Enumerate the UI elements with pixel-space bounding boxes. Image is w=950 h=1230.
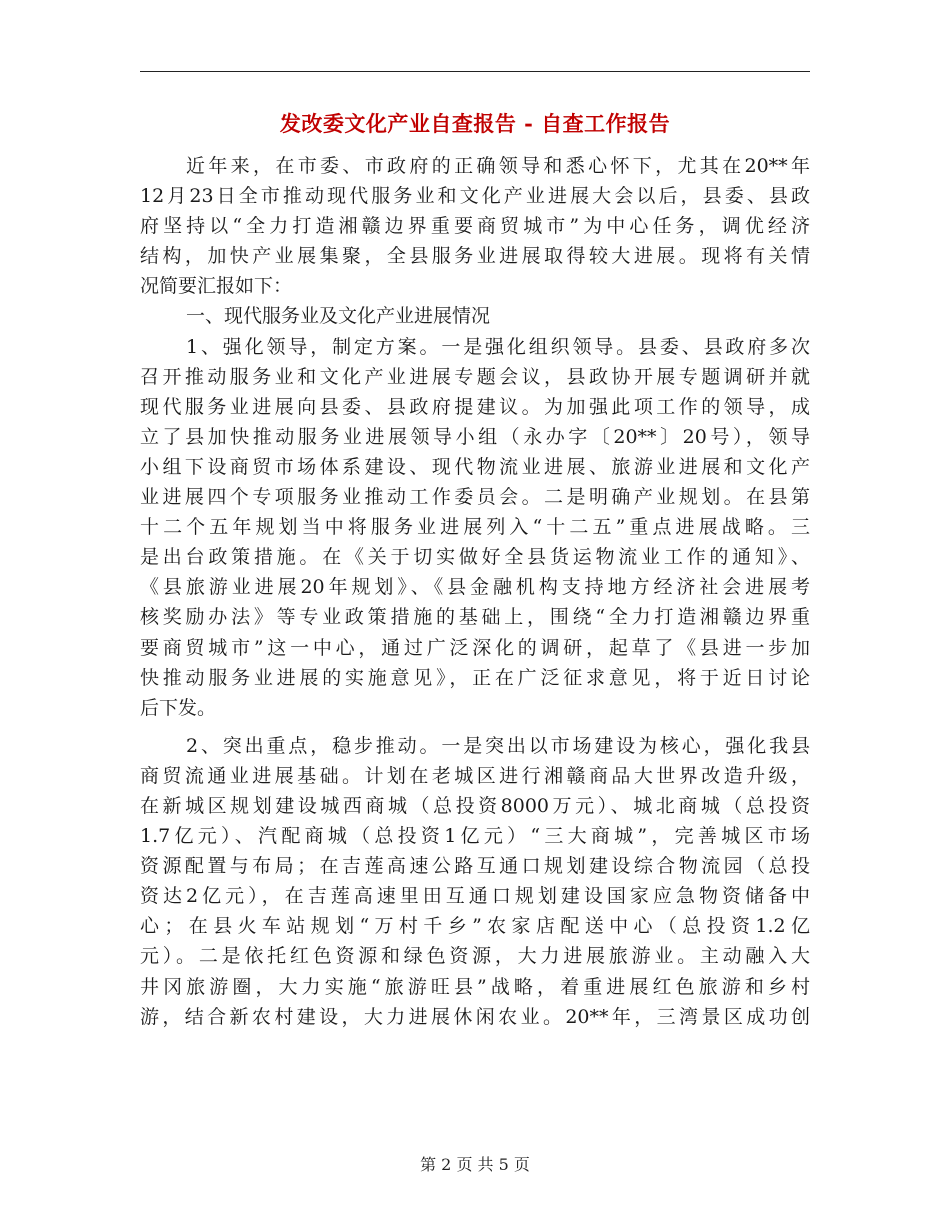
body-line: 《县旅游业进展20年规划》、《县金融机构支持地方经济社会进展考 <box>140 576 810 599</box>
body-line: 况简要汇报如下： <box>140 275 293 298</box>
body-line: 2、突出重点，稳步推动。一是突出以市场建设为核心，强化我县 <box>186 734 810 757</box>
body-line: 近年来，在市委、市政府的正确领导和悉心怀下，尤其在20**年 <box>186 155 810 177</box>
document-body <box>140 151 810 1032</box>
body-line: 快推动服务业进展的实施意见》，正在广泛征求意见，将于近日讨论 <box>140 666 810 689</box>
body-line: 结构，加快产业展集聚，全县服务业进展取得较大进展。现将有关情 <box>140 245 810 268</box>
body-line: 府坚持以“全力打造湘赣边界重要商贸城市”为中心任务，调优经济 <box>140 215 810 238</box>
body-line: 现代服务业进展向县委、县政府提建议。为加强此项工作的领导，成 <box>140 395 810 418</box>
body-line: 12月23日全市推动现代服务业和文化产业进展大会以后，县委、县政 <box>140 185 810 208</box>
body-line: 小组下设商贸市场体系建设、现代物流业进展、旅游业进展和文化产 <box>140 455 810 478</box>
body-line: 召开推动服务业和文化产业进展专题会议，县政协开展专题调研并就 <box>140 365 810 388</box>
body-line: 资源配置与布局；在吉莲高速公路互通口规划建设综合物流园（总投 <box>140 855 810 878</box>
body-line: 心；在县火车站规划“万村千乡”农家店配送中心（总投资1.2亿 <box>140 915 810 938</box>
body-line: 要商贸城市”这一中心，通过广泛深化的调研，起草了《县进一步加 <box>140 636 810 659</box>
document-title: 发改委文化产业自查报告 - 自查工作报告 <box>279 111 671 136</box>
page-number: 第 2 页 共 5 页 <box>420 1155 530 1174</box>
header-rule <box>140 71 810 72</box>
section-heading: 一、现代服务业及文化产业进展情况 <box>186 305 491 328</box>
body-line: 游，结合新农村建设，大力进展休闲农业。20**年，三湾景区成功创 <box>140 1005 810 1028</box>
body-line: 业进展四个专项服务业推动工作委员会。二是明确产业规划。在县第 <box>140 486 810 509</box>
body-line: 立了县加快推动服务业进展领导小组（永办字〔20**〕20号），领导 <box>140 425 810 448</box>
body-line: 是出台政策措施。在《关于切实做好全县货运物流业工作的通知》、 <box>140 546 810 569</box>
body-line: 元）。二是依托红色资源和绿色资源，大力进展旅游业。主动融入大 <box>140 945 810 968</box>
body-line: 后下发。 <box>140 696 217 719</box>
body-line: 商贸流通业进展基础。计划在老城区进行湘赣商品大世界改造升级， <box>140 764 810 787</box>
body-line: 在新城区规划建设城西商城（总投资8000万元）、城北商城（总投资 <box>140 794 810 817</box>
body-line: 井冈旅游圈，大力实施“旅游旺县”战略，着重进展红色旅游和乡村 <box>140 975 810 998</box>
body-line: 资达2亿元），在吉莲高速里田互通口规划建设国家应急物资储备中 <box>140 885 810 908</box>
body-line: 1.7亿元）、汽配商城（总投资1亿元）“三大商城”，完善城区市场 <box>140 825 810 848</box>
body-line: 1、强化领导，制定方案。一是强化组织领导。县委、县政府多次 <box>186 335 810 358</box>
body-line: 核奖励办法》等专业政策措施的基础上，围绕“全力打造湘赣边界重 <box>140 606 810 629</box>
body-line: 十二个五年规划当中将服务业进展列入“十二五”重点进展战略。三 <box>140 516 810 539</box>
